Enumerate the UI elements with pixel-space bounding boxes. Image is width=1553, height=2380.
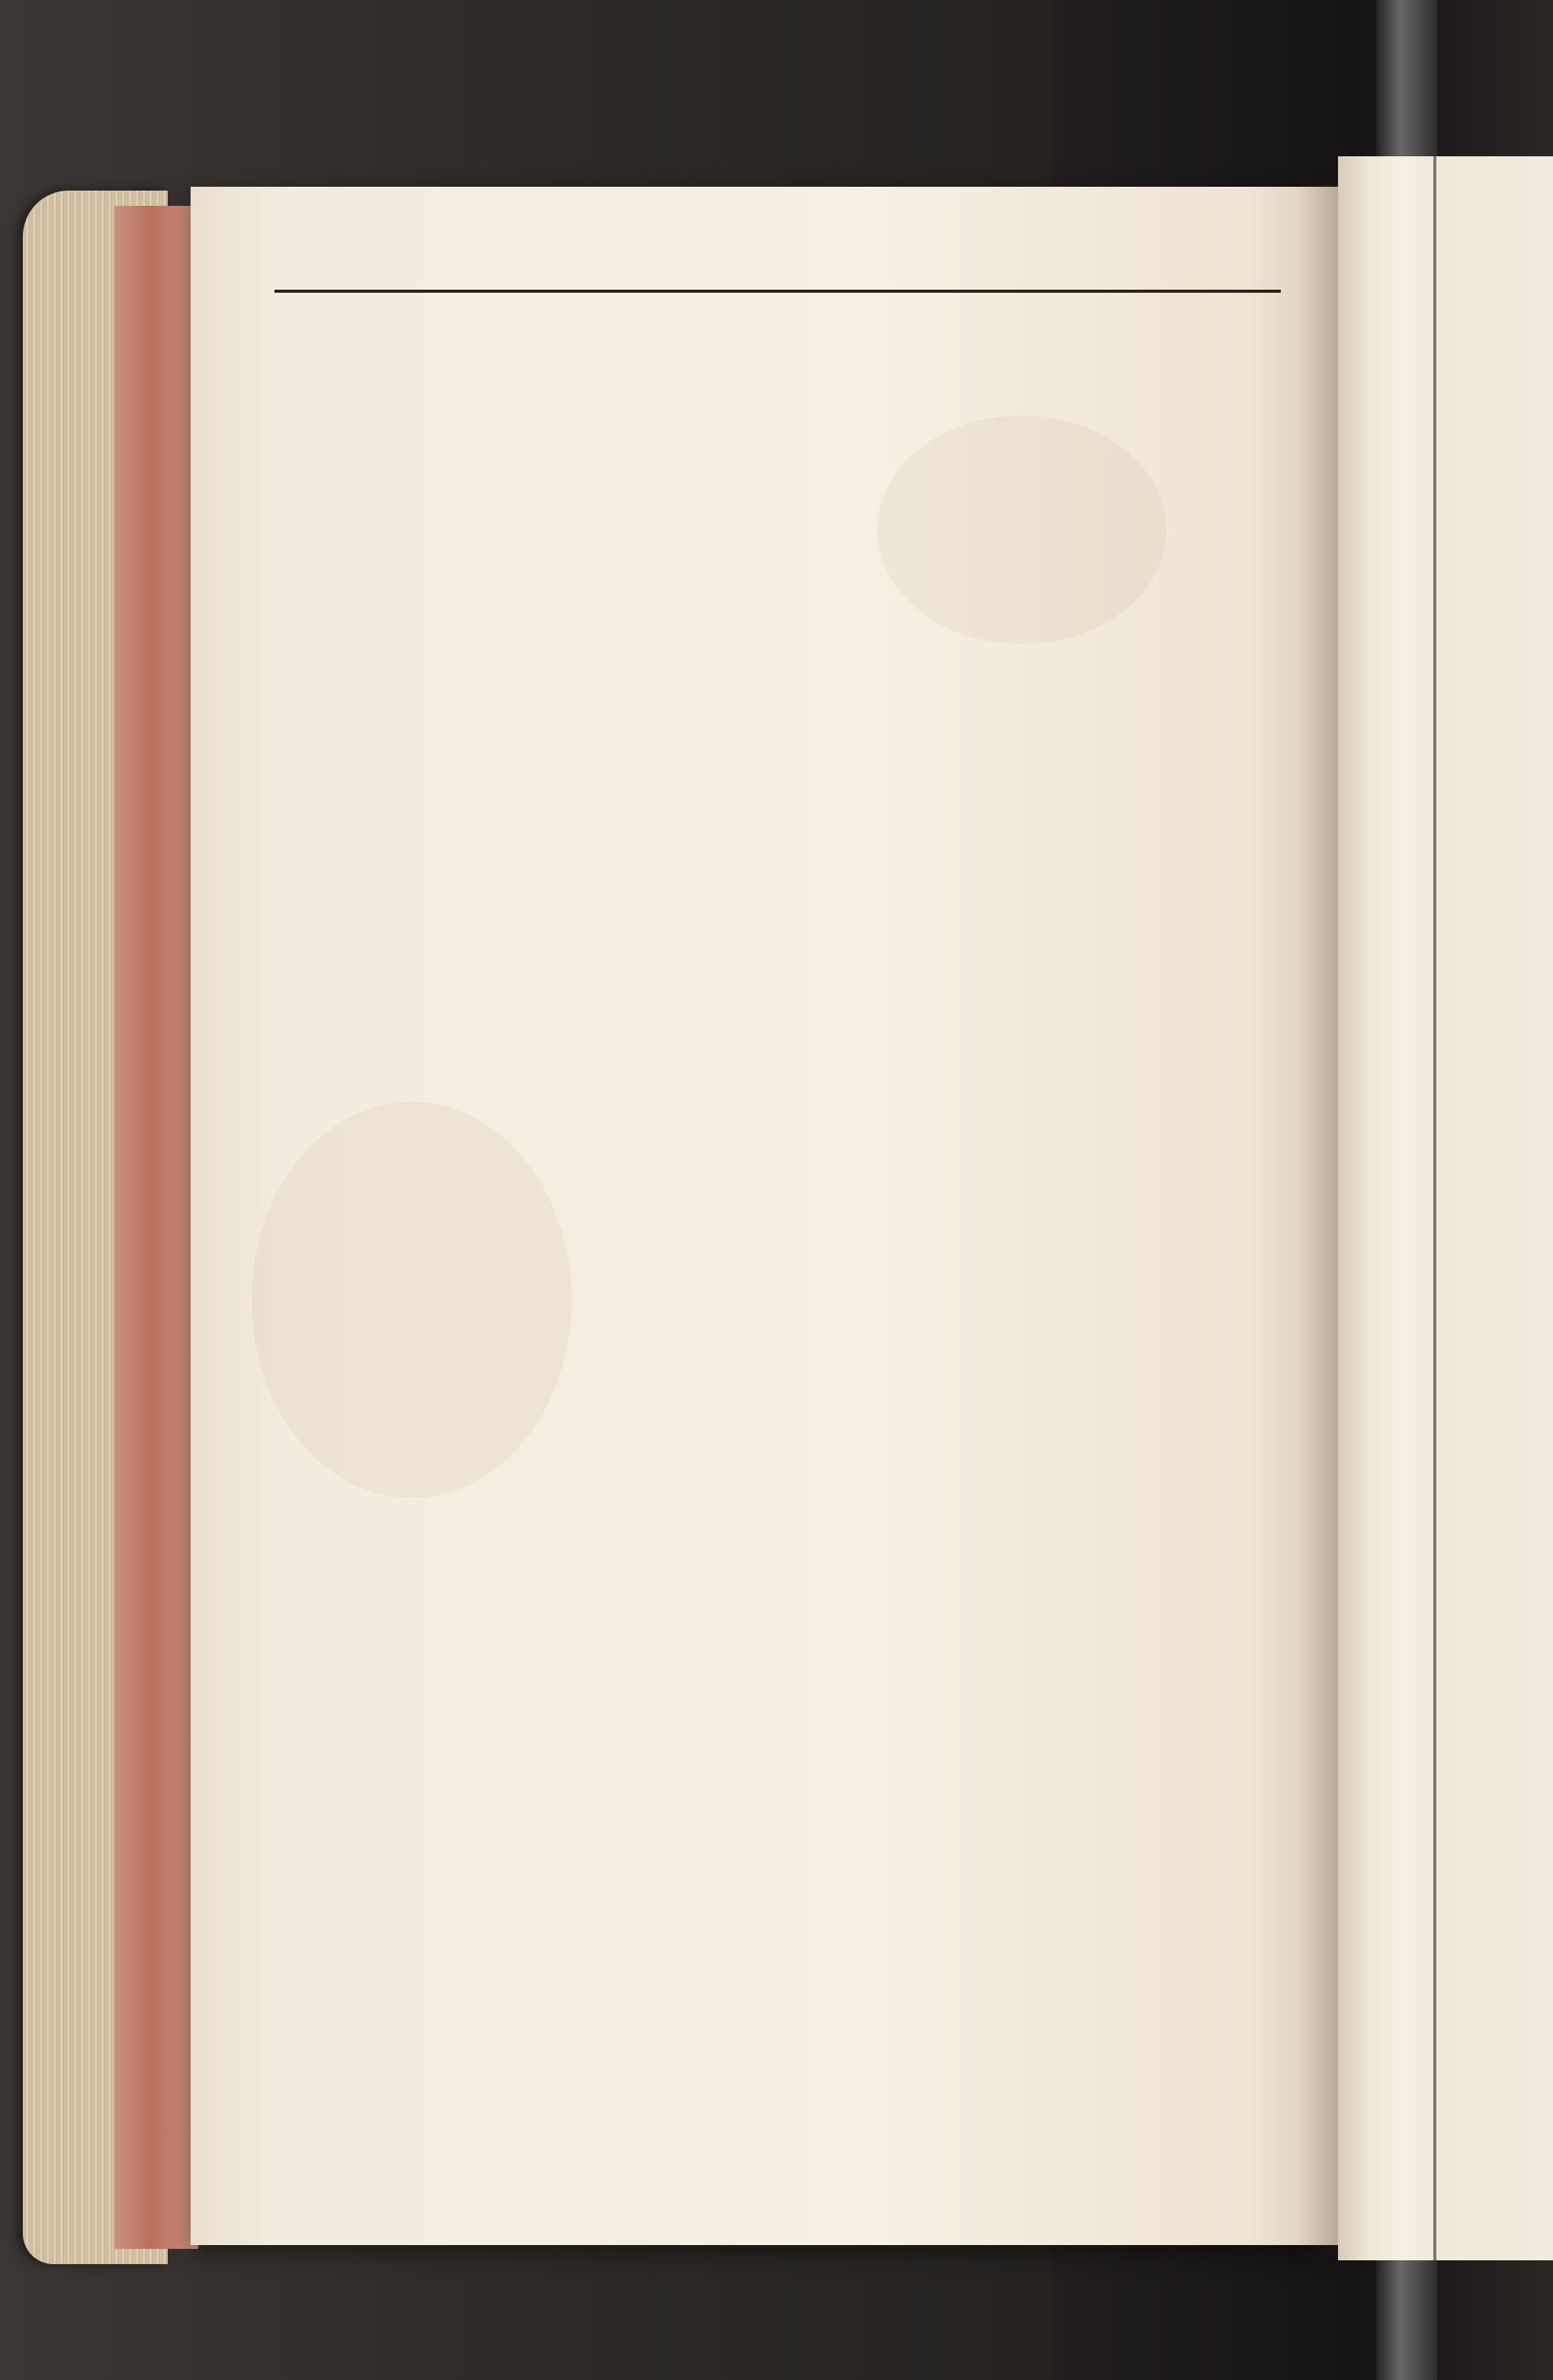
paper-stain [877, 415, 1166, 644]
section-heading [278, 301, 1300, 339]
red-page-edge [114, 206, 198, 2249]
next-page [1338, 156, 1553, 2260]
paper-stain [252, 1102, 572, 1498]
page-body [278, 301, 1300, 339]
book-page [191, 187, 1342, 2245]
glass-clip [1376, 0, 1437, 2380]
header-rule [274, 290, 1281, 293]
